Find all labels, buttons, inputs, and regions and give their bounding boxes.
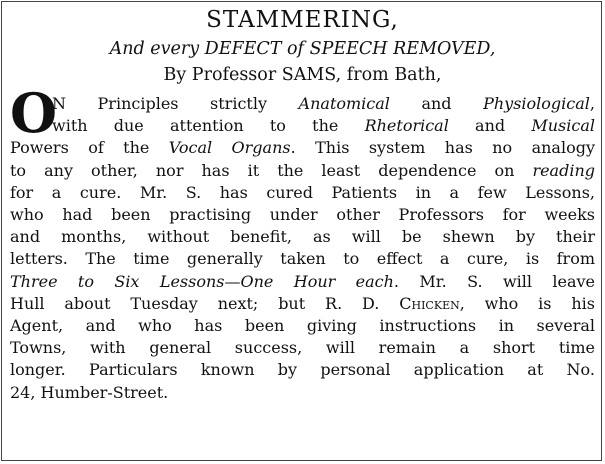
body-line: and months, without benefit, as will be shewn by their bbox=[10, 227, 595, 247]
byline: By Professor SAMS, from Bath, bbox=[163, 65, 442, 85]
subheadline: And every DEFECT of SPEECH REMOVED, bbox=[109, 39, 496, 59]
body-line: Towns, with general success, will remain a short time bbox=[10, 338, 595, 358]
body-line: Powers of the Vocal Organs. This system has no analogy bbox=[10, 138, 595, 158]
body-line: longer. Particulars known by personal application at No. bbox=[10, 360, 595, 380]
newspaper-advertisement bbox=[10, 4, 595, 404]
body-line: 24, Humber-Street. bbox=[10, 382, 169, 402]
drop-cap: O bbox=[10, 81, 58, 145]
body-line: N Principles strictly Anatomical and Physiological, bbox=[52, 94, 595, 113]
body-line: to any other, nor has it the least dependence on reading bbox=[10, 160, 595, 180]
body-line: for a cure. Mr. S. has cured Patients in a few Lessons, bbox=[10, 182, 595, 202]
body-line: who had been practising under other Professors for weeks bbox=[10, 205, 595, 225]
body-line: with due attention to the Rhetorical and Musical bbox=[52, 116, 595, 136]
headline: STAMMERING, bbox=[206, 7, 399, 33]
body-line: Three to Six Lessons—One Hour each. Mr. S. will leave bbox=[10, 271, 595, 291]
body-line: Hull about Tuesday next; but R. D. Chicken, who is his bbox=[10, 293, 596, 313]
advert-body bbox=[10, 81, 596, 404]
body-line: Agent, and who has been giving instructions in several bbox=[10, 316, 595, 336]
body-line: letters. The time generally taken to effect a cure, is from bbox=[10, 249, 595, 269]
